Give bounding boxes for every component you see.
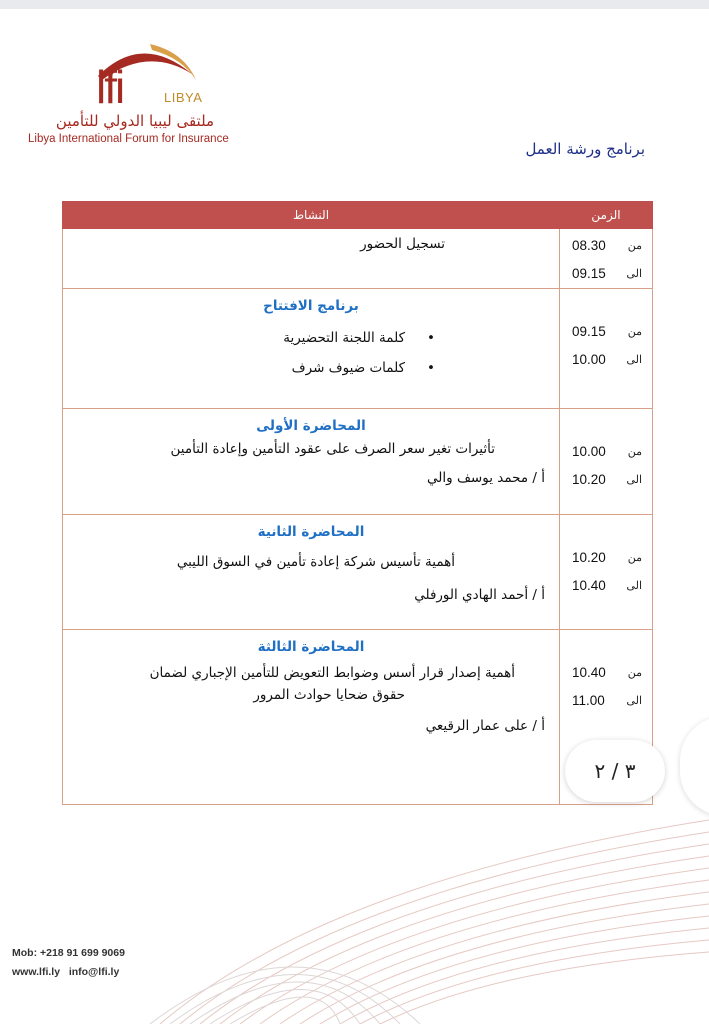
time-from: من 10.20 xyxy=(572,549,642,565)
activity-cell xyxy=(63,409,560,515)
logo-wordmark: lfi xyxy=(96,61,124,113)
lecture-topic-line2: حقوق ضحايا حوادث المرور xyxy=(253,687,405,703)
time-from: من 10.40 xyxy=(572,664,642,680)
activity-cell xyxy=(63,515,560,630)
top-bar xyxy=(0,0,709,9)
schedule-table xyxy=(62,201,653,805)
time-to: الى 11.00 xyxy=(572,692,642,708)
table-row xyxy=(63,229,653,289)
page-number: ٣ / ٢ xyxy=(565,740,665,802)
list-item: • كلمة اللجنة التحضيرية xyxy=(77,323,405,353)
time-cell xyxy=(560,289,653,409)
contact-mobile: Mob: +218 91 699 9069 xyxy=(12,947,125,959)
speaker-name: أ / محمد يوسف والي xyxy=(427,470,545,486)
contact-email: info@lfi.ly xyxy=(68,966,120,978)
bullet-list xyxy=(77,323,545,383)
activity-text: تسجيل الحضور xyxy=(360,236,445,252)
session-title: المحاضرة الأولى xyxy=(256,418,366,434)
time-from: من 08.30 xyxy=(572,237,642,253)
table-row xyxy=(63,289,653,409)
table-header-row xyxy=(63,202,653,229)
time-to: الى 10.00 xyxy=(572,351,642,367)
speaker-name: أ / على عمار الرقيعي xyxy=(425,718,545,734)
table-row xyxy=(63,515,653,630)
table-row xyxy=(63,409,653,515)
decorative-waves xyxy=(0,760,709,1024)
activity-cell xyxy=(63,289,560,409)
time-cell xyxy=(560,229,653,289)
session-title: المحاضرة الثانية xyxy=(257,524,365,540)
lecture-topic: تأثيرات تغير سعر الصرف على عقود التأمين وإعادة التأمين xyxy=(170,441,495,457)
time-to: الى 09.15 xyxy=(572,265,642,281)
contact-web-email xyxy=(12,966,119,978)
speaker-name: أ / أحمد الهادي الورفلي xyxy=(414,587,545,603)
header-activity: النشاط xyxy=(63,202,560,229)
activity-cell xyxy=(63,229,560,289)
contact-website: www.lfi.ly xyxy=(12,966,61,978)
lecture-topic-line1: أهمية إصدار قرار أسس وضوابط التعويض للتأمين الإجباري لضمان xyxy=(149,665,515,681)
header-time: الزمن xyxy=(560,202,653,229)
list-item: • كلمات ضيوف شرف xyxy=(77,353,405,383)
session-title: برنامج الافتتاح xyxy=(263,298,359,314)
logo-libya-text: LIBYA xyxy=(164,90,203,105)
session-title: المحاضرة الثالثة xyxy=(257,639,365,655)
time-cell xyxy=(560,409,653,515)
time-to: الى 10.40 xyxy=(572,577,642,593)
org-name-english: Libya International Forum for Insurance xyxy=(28,133,229,145)
org-name-arabic: ملتقى ليبيا الدولي للتأمين xyxy=(55,112,215,130)
logo xyxy=(28,36,258,156)
time-cell xyxy=(560,515,653,630)
time-from: من 09.15 xyxy=(572,323,642,339)
time-from: من 10.00 xyxy=(572,443,642,459)
document-title: برنامج ورشة العمل xyxy=(525,140,645,158)
time-to: الى 10.20 xyxy=(572,471,642,487)
lecture-topic: أهمية تأسيس شركة إعادة تأمين في السوق الليبي xyxy=(176,554,455,570)
